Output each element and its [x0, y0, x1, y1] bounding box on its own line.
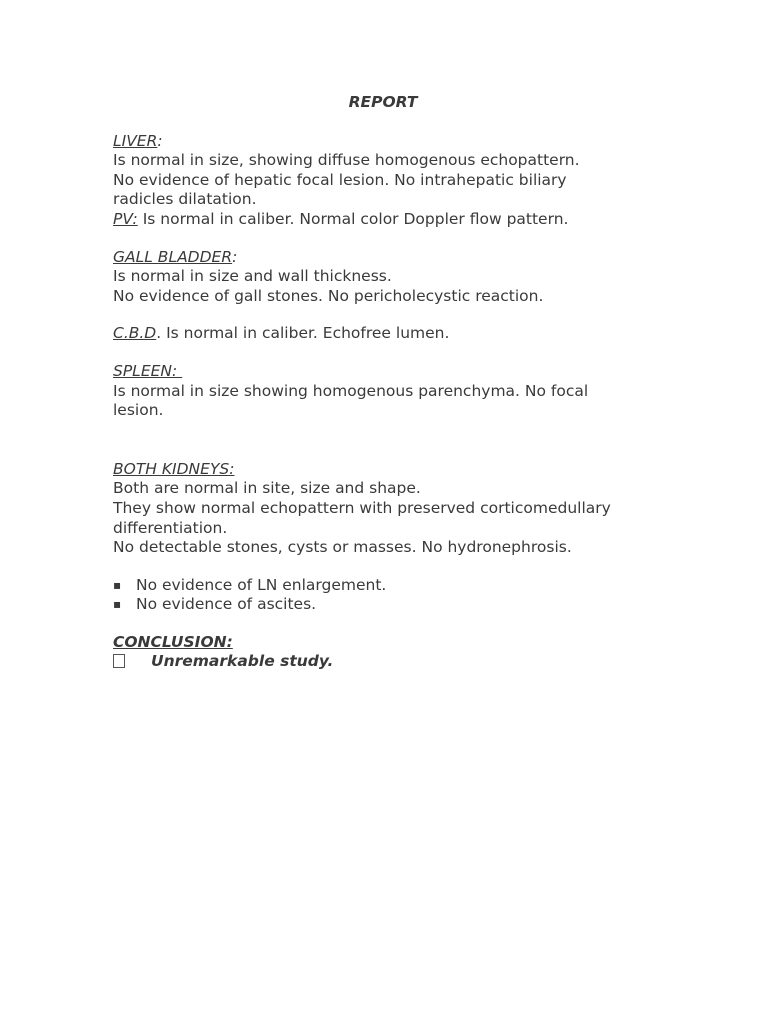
pv-label: PV:: [113, 209, 138, 228]
checkbox-icon: [113, 654, 125, 668]
spleen-line-1: Is normal in size showing homogenous parenchyma. No focal: [113, 381, 589, 400]
spleen-heading: SPLEEN:: [113, 361, 183, 380]
liver-colon: :: [157, 131, 163, 150]
spacer: [113, 558, 653, 576]
report-page: [113, 93, 653, 672]
kidneys-heading: BOTH KIDNEYS:: [113, 459, 235, 478]
bullet-icon: ▪: [113, 597, 122, 612]
gall-bladder-heading: GALL BLADDER: [113, 247, 233, 266]
pv-line: [113, 210, 653, 230]
findings-list: [113, 576, 653, 615]
cbd-line: [113, 324, 653, 344]
bullet-icon: ▪: [113, 577, 122, 592]
conclusion-text: Unremarkable study.: [151, 652, 334, 671]
kidneys-line-1: Both are normal in site, size and shape.: [113, 479, 421, 498]
pv-text: Is normal in caliber. Normal color Doppler flow pattern.: [137, 209, 569, 228]
liver-line-3: radicles dilatation.: [113, 190, 257, 209]
spleen-line-2: lesion.: [113, 401, 164, 420]
gall-bladder-heading-line: [113, 248, 653, 268]
conclusion-heading: CONCLUSION:: [113, 632, 233, 651]
gall-bladder-colon: :: [232, 247, 238, 266]
cbd-heading: C.B.D: [113, 324, 157, 343]
spacer: [113, 421, 653, 460]
list-item-text: No evidence of LN enlargement.: [136, 575, 387, 594]
list-item-text: No evidence of ascites.: [136, 595, 317, 614]
list-item: [113, 595, 653, 615]
kidneys-heading-line: [113, 460, 653, 480]
spleen-heading-line: [113, 362, 653, 382]
spacer: [113, 344, 653, 362]
liver-line-2: No evidence of hepatic focal lesion. No intrahepatic biliary: [113, 170, 567, 189]
kidneys-line-2: They show normal echopattern with preserved corticomedullary: [113, 498, 611, 517]
liver-heading-line: [113, 132, 653, 152]
gall-bladder-line-2: No evidence of gall stones. No pericholecystic reaction.: [113, 286, 544, 305]
spacer: [113, 230, 653, 248]
liver-line-1: Is normal in size, showing diffuse homogenous echopattern.: [113, 151, 580, 170]
spacer: [113, 615, 653, 633]
report-title: REPORT: [348, 93, 418, 111]
liver-heading: LIVER: [113, 131, 158, 150]
kidneys-line-4: No detectable stones, cysts or masses. No hydronephrosis.: [113, 538, 572, 557]
list-item: [113, 576, 653, 596]
conclusion-line: [113, 652, 653, 672]
cbd-text: . Is normal in caliber. Echofree lumen.: [156, 324, 450, 343]
gall-bladder-line-1: Is normal in size and wall thickness.: [113, 267, 392, 286]
kidneys-line-3: differentiation.: [113, 518, 228, 537]
spacer: [113, 306, 653, 324]
